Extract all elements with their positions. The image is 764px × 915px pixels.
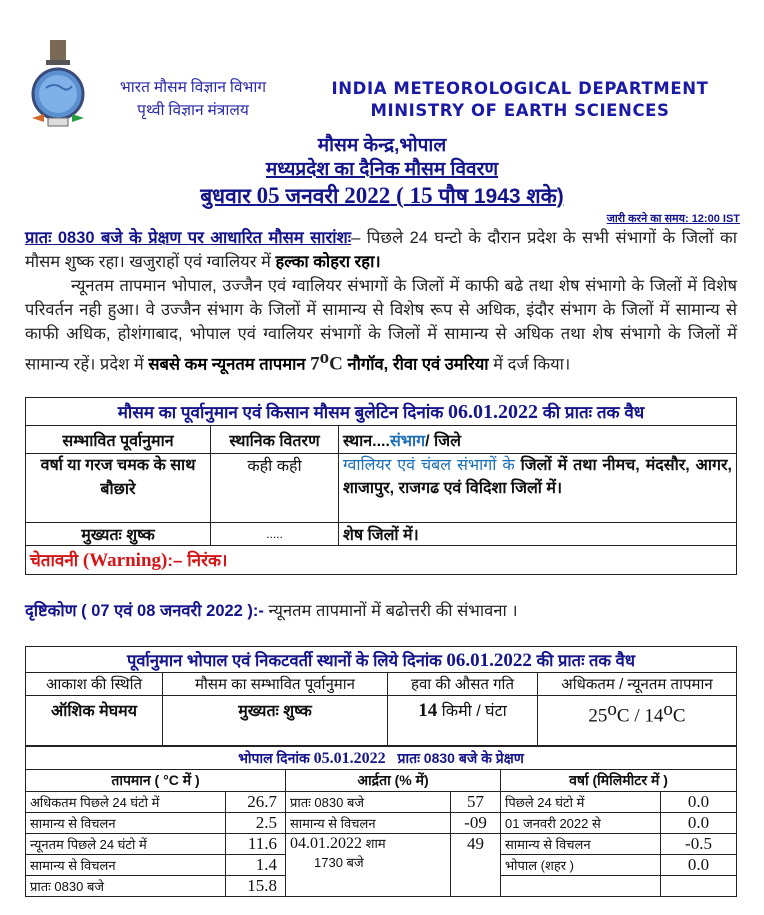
report-date-text <box>200 185 564 208</box>
title-text-b: की प्रातः तक वैध <box>531 651 635 670</box>
row-distribution: कही कही <box>211 454 339 523</box>
report-title <box>0 155 764 181</box>
header-place-a: स्थान.... <box>343 432 390 450</box>
humidity-label: सामान्य से विचलन <box>286 813 451 834</box>
weather-summary <box>25 226 737 377</box>
rain-value: 0.0 <box>661 792 737 813</box>
warning-en: (Warning) <box>82 550 168 571</box>
title-date: 05.01.2022 <box>313 749 386 767</box>
humidity-time: 1730 बजे <box>314 855 364 870</box>
temp-label: अधिकतम पिछले 24 घंटो में <box>26 792 226 813</box>
rain-value: -0.5 <box>661 834 737 855</box>
rain-value-empty <box>661 876 737 897</box>
title-text-a: पूर्वानुमान भोपाल एवं निकटवर्ती स्थानों के लिये दिनांक <box>127 651 447 670</box>
issue-time: जारी करने का समय: 12:00 IST <box>606 213 740 225</box>
humidity-label <box>286 834 451 897</box>
header-place-b: संभाग <box>389 432 426 450</box>
humidity-label: प्रातः 0830 बजे <box>286 792 451 813</box>
header-place <box>339 426 737 454</box>
temp-label: सामान्य से विचलन <box>26 813 226 834</box>
forecast-table <box>25 397 737 575</box>
rainfall-header: वर्षा (मिलिमीटर में ) <box>501 770 737 792</box>
wind-speed <box>388 696 538 746</box>
outlook-text: न्यूनतम तापमानों में बढोत्तरी की संभावना । <box>263 602 518 620</box>
summary-bold2b: नौगॉव, रीवा एवं उमरिया <box>342 355 489 374</box>
summary-bold1: हल्का कोहरा रहा। <box>275 253 381 271</box>
row-forecast: मुख्यतः शुष्क <box>26 523 211 546</box>
row-place: शेष जिलों में। <box>339 523 737 546</box>
temp-value: 1.4 <box>226 855 286 876</box>
temp-sep: C / <box>616 705 645 727</box>
temp-label: सामान्य से विचलन <box>26 855 226 876</box>
lowest-temp-value: 7 <box>310 353 320 375</box>
header-wind: हवा की औसत गति <box>388 673 538 696</box>
observations-title <box>26 747 737 770</box>
outlook-label: दृष्टिकोण ( 07 एवं 08 जनवरी 2022 ):- <box>25 602 264 620</box>
temperature-header: तापमान ( °C में ) <box>26 770 286 792</box>
humidity-value: 49 <box>451 834 501 897</box>
humidity-value: 57 <box>451 792 501 813</box>
degree-sign: o <box>663 699 673 720</box>
temp-label: न्यूनतम पिछले 24 घंटो में <box>26 834 226 855</box>
hindi-org-line2: पृथ्वी विज्ञान मंत्रालय <box>137 102 249 119</box>
rain-label-empty <box>501 876 661 897</box>
header-distribution: स्थानिक वितरण <box>211 426 339 454</box>
title-text-a: मौसम का पूर्वानुमान एवं किसान मौसम बुलेटिन दिनांक <box>117 402 449 422</box>
weather-forecast: मुख्यतः शुष्क <box>163 696 388 746</box>
rain-label: सामान्य से विचलन <box>501 834 661 855</box>
rain-value: 0.0 <box>661 813 737 834</box>
row-distribution: ..... <box>211 523 339 546</box>
report-title-text: मध्यप्रदेश का दैनिक मौसम विवरण <box>265 159 499 180</box>
english-org-name <box>300 78 740 122</box>
temp-value: 15.8 <box>226 876 286 897</box>
eng-org-line2: MINISTRY OF EARTH SCIENCES <box>370 101 670 120</box>
rain-label: 01 जनवरी 2022 से <box>501 813 661 834</box>
temp-unit: C <box>672 705 686 727</box>
table-row <box>26 834 737 855</box>
imd-logo <box>18 38 98 130</box>
summary-end: में दर्ज किया। <box>488 355 571 374</box>
table-row <box>26 792 737 813</box>
min-temp: 14 <box>644 705 664 727</box>
temp-value: 11.6 <box>226 834 286 855</box>
saka-open: ( <box>396 183 404 208</box>
date-day: बुधवार <box>200 185 251 208</box>
summary-para2: न्यूनतम तापमान भोपाल, उज्जैन एवं ग्वालियर संभागों के जिलों में काफी बढे तथा शेष संभागो के जिलों में विशेष परिवर्तन नही हुआ। वे उज्जैन संभाग के जिलों में सामान्य से विशेष रूप से अधिक, इंदौर संभाग के जिलों में सामान्य से काफी अधिक, होशंगाबाद, भोपाल एवं ग्वालियर संभागों के जिलों में सामान्य से अधिक तथा शेष संभागो के जिलों में सामान्य रहें। प्रदेश में <box>25 277 737 374</box>
rain-value: 0.0 <box>661 855 737 876</box>
title-date: 06.01.2022 <box>448 400 539 423</box>
wind-unit: किमी / घंटा <box>441 703 507 720</box>
date-year: 2022 <box>344 183 391 208</box>
hindi-org-line1: भारत मौसम विज्ञान विभाग <box>119 79 267 96</box>
warning-label: चेतावनी <box>30 551 83 570</box>
wind-value: 14 <box>418 700 438 721</box>
report-date <box>0 182 764 210</box>
table-row <box>26 454 737 523</box>
saka-day: 15 <box>409 183 433 208</box>
humidity-evening: शाम <box>362 836 386 851</box>
table-row <box>26 523 737 546</box>
temp-value: 2.5 <box>226 813 286 834</box>
summary-bold2a: सबसे कम न्यूनतम तापमान <box>148 355 311 374</box>
observations-table <box>25 746 737 897</box>
hindi-org-name <box>108 76 278 122</box>
humidity-date: 04.01.2022 <box>290 835 362 852</box>
header-weather: मौसम का सम्भावित पूर्वानुमान <box>163 673 388 696</box>
humidity-header: आर्द्रता (% में) <box>286 770 501 792</box>
sky-condition: ऑशिक मेघमय <box>26 696 163 746</box>
place-blue: ग्वालियर एवं चंबल संभागों के <box>343 457 515 474</box>
warning-value: :– निरंक। <box>167 551 228 570</box>
row-forecast: वर्षा या गरज चमक के साथ बौछारे <box>26 454 211 523</box>
humidity-value: -09 <box>451 813 501 834</box>
place-rest: जिलों में तथा नीमच, मंदसौर, आगर, शाजापुर, राजगढ एवं विदिशा जिलों में। <box>343 457 733 497</box>
degree-sign: o <box>607 699 617 720</box>
centre-title: मौसम केन्द्र,भोपाल <box>317 135 447 156</box>
rain-label: भोपाल (शहर ) <box>501 855 661 876</box>
lowest-temp-unit: C <box>329 353 343 375</box>
temp-label: प्रातः 0830 बजे <box>26 876 226 897</box>
bhopal-forecast-table <box>25 646 737 746</box>
max-temp: 25 <box>588 705 608 727</box>
warning <box>26 546 737 575</box>
outlook <box>25 598 518 621</box>
bhopal-forecast-title <box>26 647 737 673</box>
title-text-a: भोपाल दिनांक <box>238 749 314 766</box>
table-row <box>26 696 737 746</box>
title-text-b: की प्रातः तक वैध <box>538 402 645 422</box>
summary-text1: – पिछले 24 घन्टो के दौरान प्रदेश के सभी संभागों के जिलों का मौसम शुष्क रहा। खजुराहों एवं ग्वालियर में <box>25 229 738 271</box>
degree-sign: o <box>319 347 330 368</box>
header-sky: आकाश की स्थिति <box>26 673 163 696</box>
summary-lead: प्रातः 0830 बजे के प्रेक्षण पर आधारित मौसम सारांशः <box>25 229 352 247</box>
saka-month: पौष 1943 शके) <box>438 185 564 208</box>
header-temp: अधिकतम / न्यूनतम तापमान <box>538 673 737 696</box>
imd-emblem-icon <box>18 38 98 130</box>
forecast-table-title <box>26 398 737 426</box>
date-month: जनवरी <box>285 185 339 208</box>
header-forecast: सम्भावित पूर्वानुमान <box>26 426 211 454</box>
title-date: 06.01.2022 <box>446 649 532 671</box>
table-row <box>26 813 737 834</box>
temp-value: 26.7 <box>226 792 286 813</box>
date-num: 05 <box>256 183 280 208</box>
title-text-b: प्रातः 0830 बजे के प्रेक्षण <box>393 749 524 766</box>
eng-org-line1: INDIA METEOROLOGICAL DEPARTMENT <box>331 79 709 98</box>
header-place-c: / जिले <box>425 432 461 450</box>
row-place <box>339 454 737 523</box>
rain-label: पिछले 24 घंटो में <box>501 792 661 813</box>
max-min-temp <box>538 696 737 746</box>
